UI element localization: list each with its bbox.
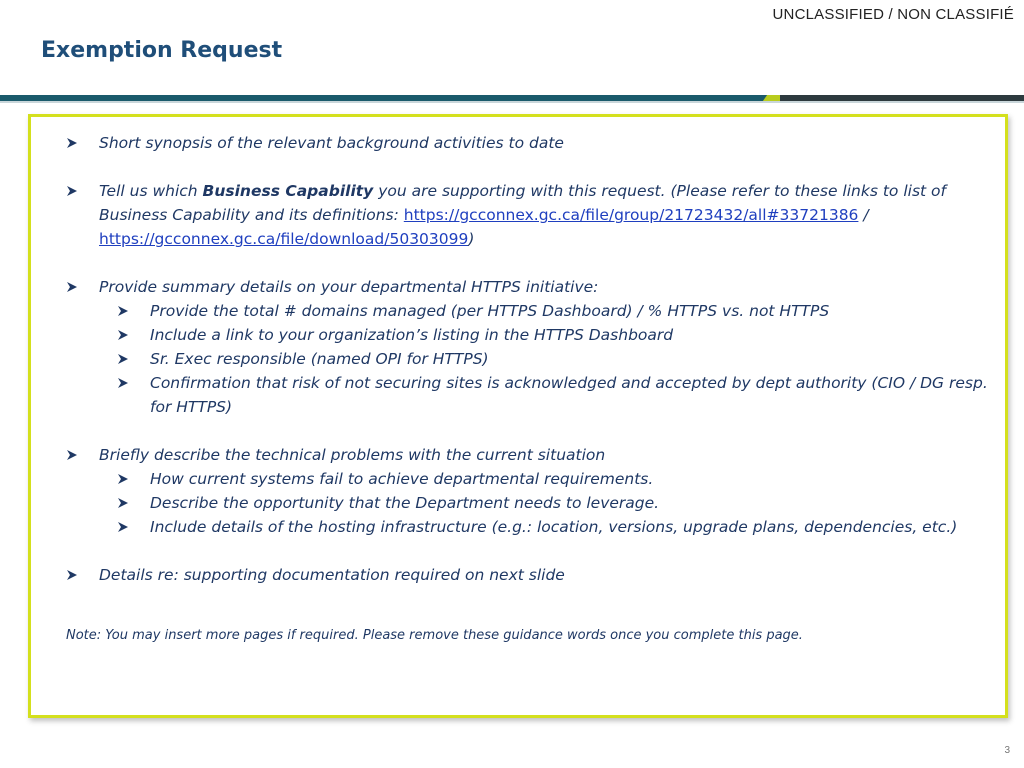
list-item-text: Tell us which bbox=[99, 182, 203, 200]
sub-list-item bbox=[117, 515, 996, 539]
sub-list-item-text: Provide the total # domains managed (per HTTPS Dashboard) / % HTTPS vs. not HTTPS bbox=[150, 302, 830, 320]
guidance-note: Note: You may insert more pages if required. Please remove these guidance words once you complete this page. bbox=[66, 628, 803, 643]
arrow-bullet-icon bbox=[117, 377, 129, 389]
sub-list-item bbox=[117, 371, 996, 419]
sub-list-item bbox=[117, 299, 996, 323]
sub-list-item-text: Sr. Exec responsible (named OPI for HTTPS) bbox=[150, 350, 489, 368]
arrow-bullet-icon bbox=[66, 569, 78, 581]
list-item-text: Briefly describe the technical problems with the current situation bbox=[99, 446, 606, 464]
list-item-text: Details re: supporting documentation required on next slide bbox=[99, 566, 565, 584]
sub-list-item-text: Describe the opportunity that the Department needs to leverage. bbox=[150, 494, 660, 512]
sub-list-item-text: How current systems fail to achieve departmental requirements. bbox=[150, 470, 654, 488]
link-separator: / bbox=[858, 206, 869, 224]
arrow-bullet-icon bbox=[117, 305, 129, 317]
list-item-text: Provide summary details on your departmental HTTPS initiative: bbox=[99, 278, 599, 296]
arrow-bullet-icon bbox=[117, 521, 129, 533]
list-item-text: ) bbox=[468, 230, 475, 248]
list-item bbox=[66, 275, 996, 299]
business-capability-label: Business Capability bbox=[202, 182, 374, 200]
arrow-bullet-icon bbox=[66, 137, 78, 149]
page-number: 3 bbox=[1004, 745, 1010, 756]
sub-list-item bbox=[117, 467, 996, 491]
list-item bbox=[66, 179, 996, 251]
arrow-bullet-icon bbox=[66, 281, 78, 293]
arrow-bullet-icon bbox=[66, 185, 78, 197]
sub-list-item bbox=[117, 347, 996, 371]
classification-banner: UNCLASSIFIED / NON CLASSIFIÉ bbox=[772, 6, 1014, 23]
arrow-bullet-icon bbox=[117, 497, 129, 509]
header-rule-shadow bbox=[0, 101, 1024, 103]
gcconnex-group-link[interactable]: https://gcconnex.gc.ca/file/group/21723432/all#33721386 bbox=[403, 206, 859, 224]
arrow-bullet-icon bbox=[117, 473, 129, 485]
list-item bbox=[66, 131, 996, 155]
sub-list-item-text: Include a link to your organization’s listing in the HTTPS Dashboard bbox=[150, 326, 674, 344]
arrow-bullet-icon bbox=[117, 329, 129, 341]
arrow-bullet-icon bbox=[66, 449, 78, 461]
sub-list-item-text: Confirmation that risk of not securing sites is acknowledged and accepted by dept authority (CIO / DG resp. for HTTPS) bbox=[150, 374, 988, 416]
list-item-text: Short synopsis of the relevant background activities to date bbox=[99, 134, 564, 152]
bullet-list bbox=[66, 131, 996, 587]
list-item bbox=[66, 563, 996, 587]
sub-list-item-text: Include details of the hosting infrastructure (e.g.: location, versions, upgrade plans, dependencies, etc.) bbox=[150, 518, 958, 536]
sub-list-item bbox=[117, 323, 996, 347]
page-title: Exemption Request bbox=[41, 38, 283, 63]
list-item-text: you are supporting with this request. (Please refer to these links to list of Business Capability and its definitions: bbox=[99, 182, 946, 224]
gcconnex-download-link[interactable]: https://gcconnex.gc.ca/file/download/50303099 bbox=[99, 230, 469, 248]
sub-list-item bbox=[117, 491, 996, 515]
list-item bbox=[66, 443, 996, 467]
arrow-bullet-icon bbox=[117, 353, 129, 365]
